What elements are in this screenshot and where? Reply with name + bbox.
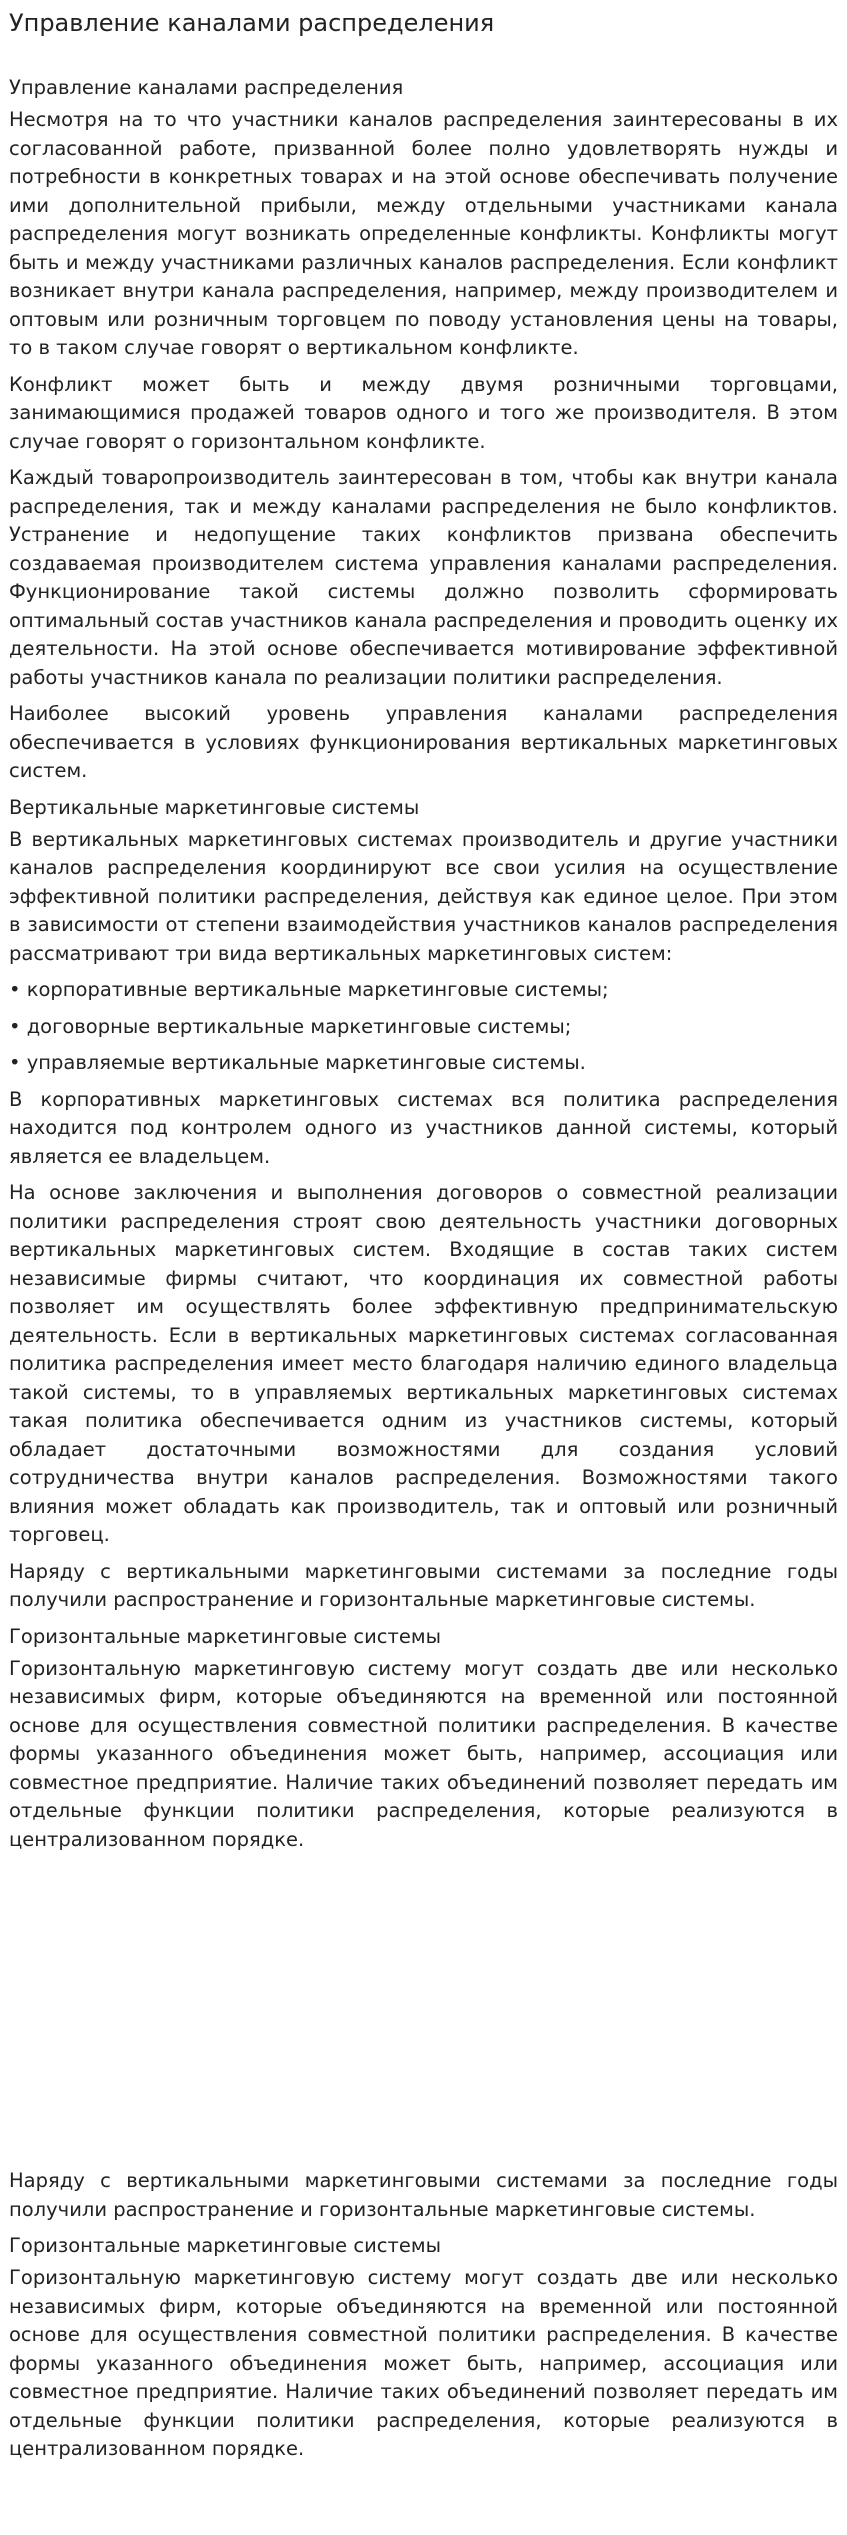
page-title: Управление каналами распределения [9,9,495,37]
paragraph: Конфликт может быть и между двумя розничными торговцами, занимающимися продажей товаров одного и того же производителя. В этом случае говорят о горизонтальном конфликте. [9,372,838,453]
section-heading-vertical: Вертикальные маркетинговые системы [9,795,420,819]
paragraph: Наряду с вертикальными маркетинговыми системами за последние годы получили распространение и горизонтальные маркетинговые системы. [9,2169,838,2221]
paragraph: В вертикальных маркетинговых системах производитель и другие участники каналов распределения координируют все свои усилия на осуществление эффективной политики распределения, действуя как единое целое. При этом в зависимости от степени взаимодействия участников каналов распределения рассматривают три вида вертикальных маркетинговых систем: [9,827,838,965]
bullet-item: • управляемые вертикальные маркетинговые системы. [9,1051,586,1074]
paragraph: Наиболее высокий уровень управления каналами распределения обеспечивается в условиях функционирования вертикальных маркетинговых систем. [9,702,838,782]
section-heading-horizontal: Горизонтальные маркетинговые системы [9,2234,441,2257]
article-body-repeat [9,2167,838,2464]
section-heading-horizontal: Горизонтальные маркетинговые системы [9,1624,441,1648]
paragraph: Наряду с вертикальными маркетинговыми системами за последние годы получили распространение и горизонтальные маркетинговые системы. [9,1559,838,1611]
section-heading-main: Управление каналами распределения [9,76,404,99]
paragraph: В корпоративных маркетинговых системах вся политика распределения находится под контролем одного из участников данной системы, который является ее владельцем. [9,1087,838,1168]
paragraph: Горизонтальную маркетинговую систему могут создать две или несколько независимых фирм, которые объединяются на временной или постоянной основе для осуществления совместной политики распределения. В качестве формы указанного объединения может быть, например, ассоциация или совместное предприятие. Наличие таких объединений позволяет передать им отдельные функции политики распределения, которые реализуются в централизованном порядке. [9,1656,838,1851]
paragraph: Каждый товаропроизводитель заинтересован в том, чтобы как внутри канала распределения, так и между каналами распределения не было конфликтов. Устранение и недопущение таких конфликтов призвана обеспечить создаваемая производителем система управления каналами распределения. Функционирование такой системы должно позволить сформировать оптимальный состав участников канала распределения и проводить оценку их деятельности. На этой основе обеспечивается мотивирование эффективной работы участников канала по реализации политики распределения. [9,466,838,689]
paragraph: На основе заключения и выполнения договоров о совместной реализации политики распределения строят свою деятельность участники договорных вертикальных маркетинговых систем. Входящие в состав таких систем независимые фирмы считают, что координация их совместной работы позволяет им осуществлять более эффективную предпринимательскую деятельность. Если в вертикальных маркетинговых системах согласованная политика распределения имеет место благодаря наличию единого владельца такой системы, то в управляемых вертикальных маркетинговых системах такая политика обеспечивается одним из участников системы, который обладает достаточными возможностями для создания условий сотрудничества внутри каналов распределения. Возможностями такого влияния может обладать как производитель, так и оптовый или розничный торговец. [9,1181,838,1546]
paragraph: Несмотря на то что участники каналов распределения заинтересованы в их согласованной работе, призванной более полно удовлетворять нужды и потребности в конкретных товарах и на этой основе обеспечивать получение ими дополнительной прибыли, между отдельными участниками канала распределения могут возникать определенные конфликты. Конфликты могут быть и между участниками различных каналов распределения. Если конфликт возникает внутри канала распределения, например, между производителем и оптовым или розничным торговцем по поводу установления цены на товары, то в таком случае говорят о вертикальном конфликте. [9,108,838,359]
bullet-item: • договорные вертикальные маркетинговые системы; [9,1014,572,1038]
bullet-item: • корпоративные вертикальные маркетинговые системы; [9,978,609,1001]
paragraph: Горизонтальную маркетинговую систему могут создать две или несколько независимых фирм, которые объединяются на временной или постоянной основе для осуществления совместной политики распределения. В качестве формы указанного объединения может быть, например, ассоциация или совместное предприятие. Наличие таких объединений позволяет передать им отдельные функции политики распределения, которые реализуются в централизованном порядке. [9,2266,838,2460]
article-body [9,74,838,1854]
